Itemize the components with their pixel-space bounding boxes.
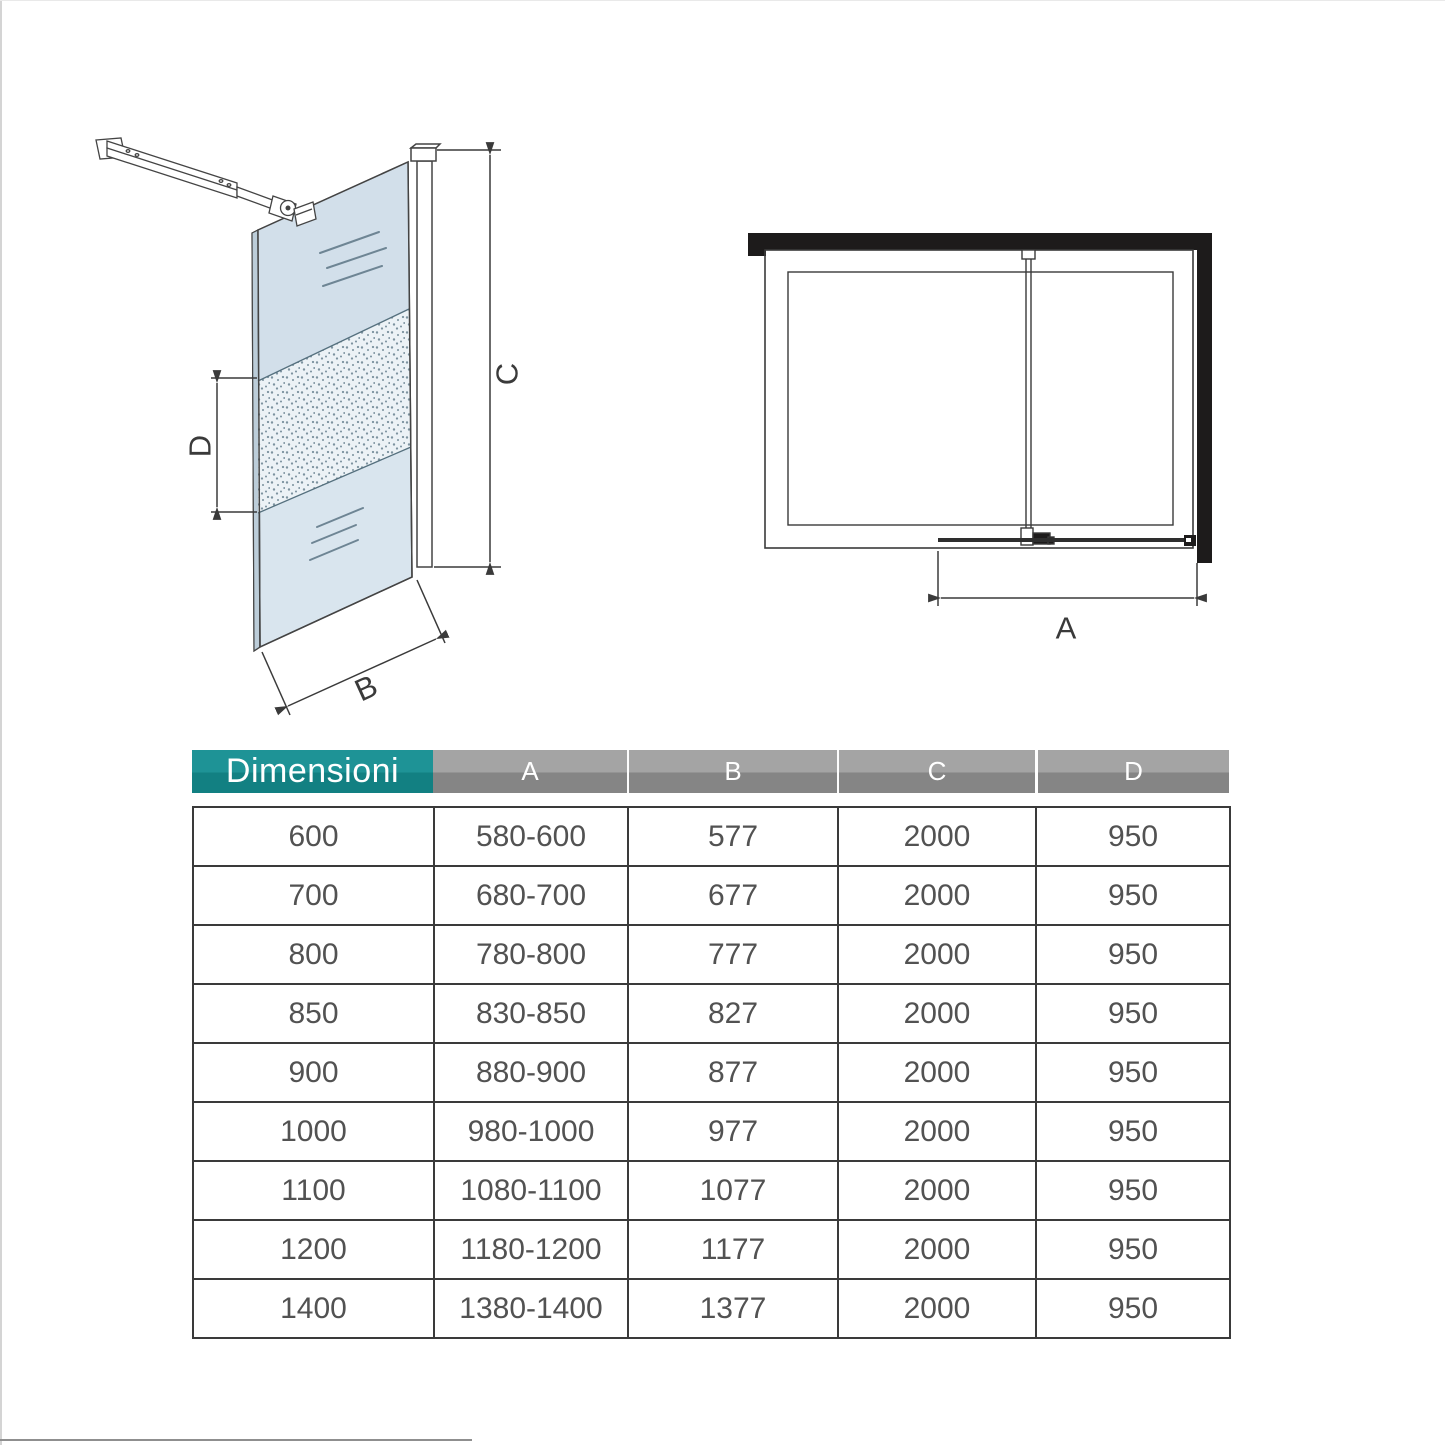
shower-tray-outer xyxy=(765,250,1193,548)
dimension-d xyxy=(211,378,257,512)
cell-size: 1000 xyxy=(193,1102,434,1161)
cell-c: 2000 xyxy=(838,807,1036,866)
cell-c: 2000 xyxy=(838,925,1036,984)
cell-d: 950 xyxy=(1036,1279,1230,1338)
support-bar-plan xyxy=(1021,250,1054,545)
column-header-d: D xyxy=(1035,750,1229,793)
front-view-diagram xyxy=(85,125,530,730)
cell-size: 800 xyxy=(193,925,434,984)
table-row xyxy=(193,866,1230,925)
table-title: Dimensioni xyxy=(192,750,433,793)
cell-b: 777 xyxy=(628,925,838,984)
cell-c: 2000 xyxy=(838,984,1036,1043)
table-body xyxy=(192,806,1231,1339)
table-row xyxy=(193,1102,1230,1161)
cell-b: 677 xyxy=(628,866,838,925)
cell-d: 950 xyxy=(1036,807,1230,866)
cell-a: 1080-1100 xyxy=(434,1161,628,1220)
dim-label-d: D xyxy=(182,434,218,458)
cell-size: 1100 xyxy=(193,1161,434,1220)
table-row xyxy=(193,1043,1230,1102)
page-left-border xyxy=(0,0,2,1445)
page-bottom-border xyxy=(0,1439,472,1441)
cell-a: 580-600 xyxy=(434,807,628,866)
table-row xyxy=(193,984,1230,1043)
cell-b: 1377 xyxy=(628,1279,838,1338)
page-top-border xyxy=(0,0,1445,1)
cell-a: 1180-1200 xyxy=(434,1220,628,1279)
shower-tray-inner xyxy=(788,272,1173,525)
cell-c: 2000 xyxy=(838,1102,1036,1161)
table-row xyxy=(193,925,1230,984)
dimension-a xyxy=(938,551,1197,606)
table-row xyxy=(193,807,1230,866)
cell-b: 977 xyxy=(628,1102,838,1161)
wall-profile xyxy=(411,144,440,567)
cell-a: 780-800 xyxy=(434,925,628,984)
cell-size: 700 xyxy=(193,866,434,925)
cell-d: 950 xyxy=(1036,1043,1230,1102)
cell-d: 950 xyxy=(1036,1220,1230,1279)
cell-size: 600 xyxy=(193,807,434,866)
dim-label-b: B xyxy=(349,667,383,709)
cell-c: 2000 xyxy=(838,1279,1036,1338)
glass-panel xyxy=(252,162,412,651)
table-row xyxy=(193,1220,1230,1279)
dimensions-table xyxy=(192,750,1229,1339)
dim-label-a: A xyxy=(1055,610,1077,646)
dim-label-c: C xyxy=(489,362,525,386)
table-header xyxy=(192,750,1229,793)
cell-c: 2000 xyxy=(838,1220,1036,1279)
cell-a: 980-1000 xyxy=(434,1102,628,1161)
top-view-diagram xyxy=(730,215,1220,645)
column-header-c: C xyxy=(837,750,1035,793)
support-arm xyxy=(96,138,316,226)
cell-size: 850 xyxy=(193,984,434,1043)
cell-d: 950 xyxy=(1036,925,1230,984)
cell-b: 1177 xyxy=(628,1220,838,1279)
cell-c: 2000 xyxy=(838,1161,1036,1220)
cell-c: 2000 xyxy=(838,866,1036,925)
cell-b: 577 xyxy=(628,807,838,866)
table-row xyxy=(193,1279,1230,1338)
cell-d: 950 xyxy=(1036,1161,1230,1220)
dimension-c xyxy=(434,150,501,567)
cell-a: 1380-1400 xyxy=(434,1279,628,1338)
column-header-a: A xyxy=(433,750,627,793)
column-header-b: B xyxy=(627,750,837,793)
cell-d: 950 xyxy=(1036,866,1230,925)
cell-b: 877 xyxy=(628,1043,838,1102)
cell-d: 950 xyxy=(1036,984,1230,1043)
glass-panel-plan xyxy=(938,535,1196,546)
wall xyxy=(748,233,1212,563)
cell-b: 1077 xyxy=(628,1161,838,1220)
cell-c: 2000 xyxy=(838,1043,1036,1102)
cell-a: 830-850 xyxy=(434,984,628,1043)
cell-size: 1200 xyxy=(193,1220,434,1279)
cell-size: 900 xyxy=(193,1043,434,1102)
table-row xyxy=(193,1161,1230,1220)
cell-a: 680-700 xyxy=(434,866,628,925)
cell-size: 1400 xyxy=(193,1279,434,1338)
cell-d: 950 xyxy=(1036,1102,1230,1161)
cell-b: 827 xyxy=(628,984,838,1043)
cell-a: 880-900 xyxy=(434,1043,628,1102)
